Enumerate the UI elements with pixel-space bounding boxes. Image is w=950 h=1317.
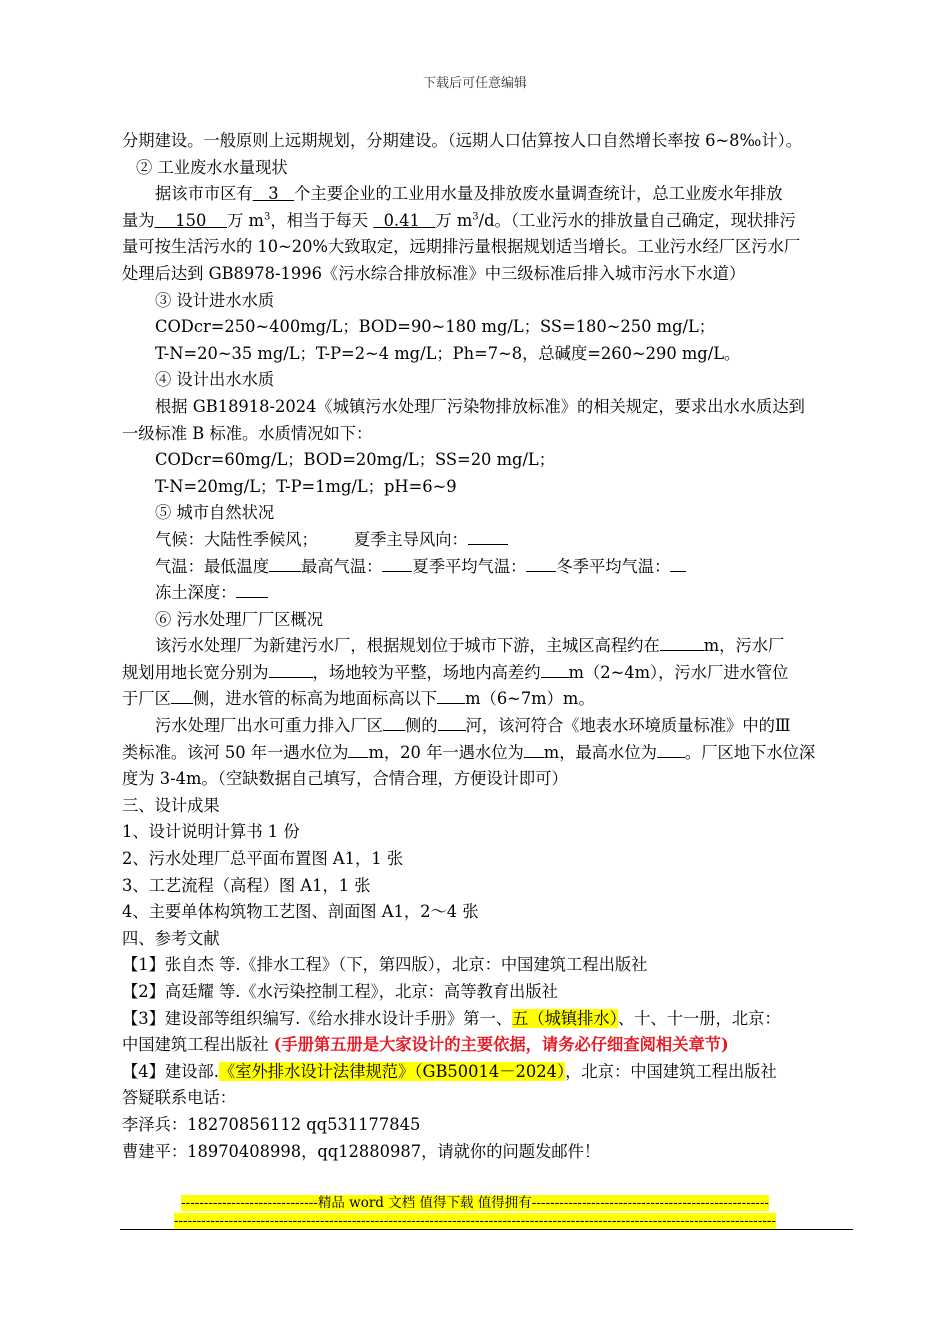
page-footer bbox=[0, 1194, 950, 1230]
page-header: 下载后可任意编辑 bbox=[422, 76, 527, 91]
list-item: 4、主要单体构筑物工艺图、剖面图 A1，2～4 张 bbox=[122, 902, 479, 922]
annual-volume-value: 150 bbox=[154, 210, 228, 230]
reference-item: 【2】高廷耀 等.《水污染控制工程》，北京：高等教育出版社 bbox=[122, 982, 558, 1001]
paragraph-line: 规划用地长宽分别为 ，场地较为平整，场地内高差约 m（2~4m），污水厂进水管位 bbox=[122, 662, 789, 682]
section-heading-plant-overview: ⑥ 污水处理厂厂区概况 bbox=[155, 609, 323, 629]
contact-heading: 答疑联系电话： bbox=[122, 1088, 236, 1108]
reference-item: 【3】建设部等组织编写.《给水排水设计手册》第一、五（城镇排水）、十、十一册，北京： bbox=[122, 1008, 781, 1028]
paragraph-line: 量为 150 万 $m^3$，相当于每天 0.41 万 $m^3/d$。（工业污水的排放量自己确定，现状排污 bbox=[122, 210, 796, 230]
footer-divider bbox=[120, 1229, 853, 1230]
blank-field bbox=[383, 714, 405, 731]
blank-field bbox=[348, 741, 368, 758]
paragraph-line: T-N=20mg/L；T-P=1mg/L；pH=6~9 bbox=[155, 476, 457, 496]
blank-field bbox=[438, 714, 466, 731]
section-heading-influent-quality: ③ 设计进水水质 bbox=[155, 290, 275, 310]
paragraph-line: 气温：最低温度 最高气温： 夏季平均气温： 冬季平均气温： bbox=[122, 554, 858, 581]
footer-line: ------------------------------精品 word 文档 值得下载 值得拥有---------------------------------------------------- bbox=[181, 1195, 769, 1211]
paragraph-line: 量可按生活污水的 10~20%大致取定，远期排污量根据规划适当增长。工业污水经厂区污水厂 bbox=[122, 237, 801, 257]
paragraph-line: 分期建设。一般原则上远期规划，分期建设。（远期人口估算按人口自然增长率按 6~8‰计）。 bbox=[122, 131, 803, 150]
paragraph-line: 据该市市区有 3 个主要企业的工业用水量及排放废水量调查统计，总工业废水年排放 bbox=[155, 184, 783, 204]
blank-field bbox=[524, 741, 544, 758]
reference-item-continued: 中国建筑工程出版社 (手册第五册是大家设计的主要依据，请务必仔细查阅相关章节) bbox=[122, 1035, 729, 1055]
list-item: 2、污水处理厂总平面布置图 A1，1 张 bbox=[122, 849, 404, 869]
contact-line: 李泽兵：18270856112 qq531177845 bbox=[122, 1114, 421, 1134]
paragraph-line: 度为 3-4m。（空缺数据自己填写，合情合理，方便设计即可） bbox=[122, 769, 568, 789]
blank-field bbox=[541, 661, 569, 678]
blank-field bbox=[382, 555, 412, 572]
contact-line: 曹建平：18970408998，qq12880987，请就你的问题发邮件！ bbox=[122, 1141, 601, 1161]
document-body bbox=[122, 128, 858, 1165]
paragraph-line: 污水处理厂出水可重力排入厂区 侧的 河，该河符合《地表水环境质量标准》中的Ⅲ bbox=[155, 716, 791, 736]
paragraph-line: CODcr=60mg/L；BOD=20mg/L；SS=20 mg/L； bbox=[155, 450, 556, 470]
blank-field bbox=[171, 687, 193, 704]
paragraph-line: 气候：大陆性季候风； 夏季主导风向： bbox=[122, 527, 858, 554]
paragraph-line: 根据 GB18918-2024《城镇污水处理厂污染物排放标准》的相关规定，要求出水水质达到 bbox=[155, 396, 805, 416]
list-item: 3、工艺流程（高程）图 A1，1 张 bbox=[122, 875, 371, 895]
paragraph-line: 一级标准 B 标准。水质情况如下： bbox=[122, 423, 373, 443]
blank-field bbox=[236, 581, 268, 598]
section-heading-references: 四、参考文献 bbox=[122, 928, 220, 948]
paragraph-line: 冻土深度： bbox=[122, 580, 858, 607]
paragraph-line: T-N=20~35 mg/L；T-P=2~4 mg/L；Ph=7~8，总碱度=260~290 mg/L。 bbox=[155, 343, 741, 363]
reference-item: 【1】张自杰 等.《排水工程》（下，第四版），北京：中国建筑工程出版社 bbox=[122, 955, 648, 975]
section-heading-wastewater-volume: ② 工业废水水量现状 bbox=[136, 157, 288, 177]
paragraph-line: 于厂区 侧，进水管的标高为地面标高以下 m（6~7m）m。 bbox=[122, 689, 595, 709]
section-heading-effluent-quality: ④ 设计出水水质 bbox=[155, 370, 275, 390]
blank-field bbox=[269, 555, 301, 572]
blank-field bbox=[437, 687, 465, 704]
paragraph-line: 该污水处理厂为新建污水厂，根据规划位于城市下游，主城区高程约在 m，污水厂 bbox=[155, 636, 785, 656]
daily-volume-value: 0.41 bbox=[373, 210, 436, 230]
blank-field bbox=[269, 661, 313, 678]
section-heading-natural-conditions: ⑤ 城市自然状况 bbox=[155, 503, 275, 523]
list-item: 1、设计说明计算书 1 份 bbox=[122, 822, 300, 842]
blank-field bbox=[660, 634, 704, 651]
blank-field bbox=[670, 555, 686, 572]
footer-line: ------------------------------------------------------------------------------------------------------------------------------------ bbox=[173, 1213, 777, 1229]
paragraph-line: 处理后达到 GB8978-1996《污水综合排放标准》中三级标准后排入城市污水下水道） bbox=[122, 263, 746, 283]
reference-item: 【4】建设部.《室外排水设计法律规范》（GB50014－2024），北京：中国建筑工程出版社 bbox=[122, 1061, 777, 1081]
section-heading-design-results: 三、设计成果 bbox=[122, 795, 220, 815]
paragraph-line: CODcr=250~400mg/L；BOD=90~180 mg/L；SS=180~250 mg/L； bbox=[155, 317, 716, 337]
blank-field bbox=[657, 741, 685, 758]
highlighted-text: 《室外排水设计法律规范》（GB50014－2024） bbox=[218, 1061, 566, 1081]
highlighted-text: 五（城镇排水） bbox=[512, 1008, 618, 1028]
paragraph-line: 类标准。该河 50 年一遇水位为 m，20 年一遇水位为 m，最高水位为 。厂区地下水位深 bbox=[122, 742, 816, 762]
important-note: (手册第五册是大家设计的主要依据，请务必仔细查阅相关章节) bbox=[273, 1035, 729, 1055]
company-count-value: 3 bbox=[252, 184, 295, 204]
blank-field bbox=[468, 528, 508, 545]
blank-field bbox=[526, 555, 556, 572]
